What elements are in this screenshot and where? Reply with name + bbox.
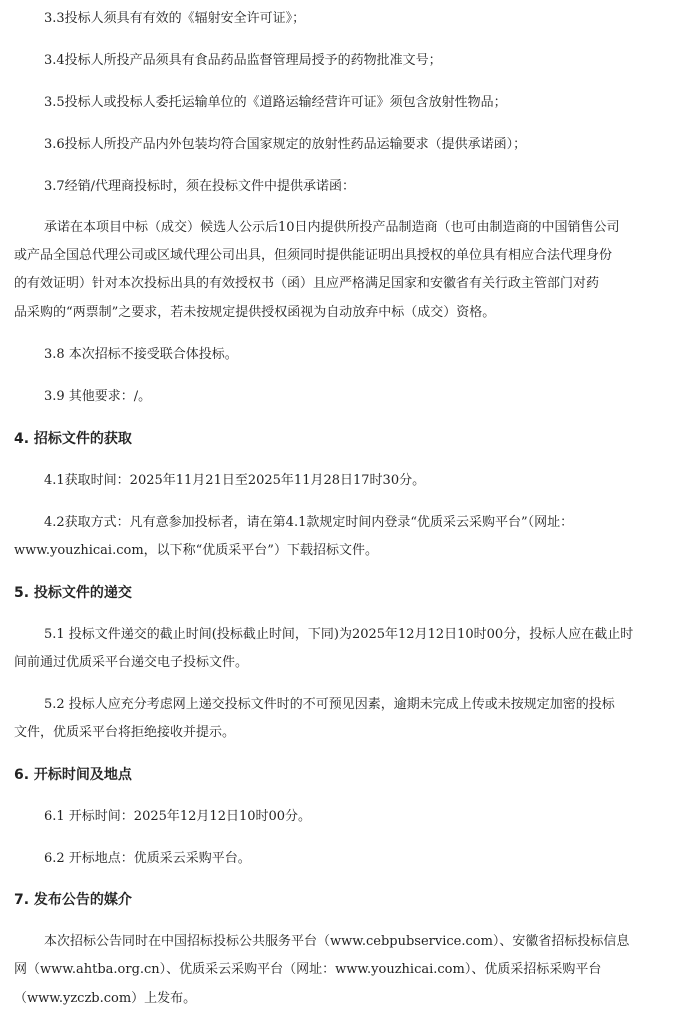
- clause-3-9: 3.9 其他要求：/。: [44, 389, 152, 404]
- clause-4-1: 4.1获取时间：2025年11月21日至2025年11月28日17时30分。: [44, 473, 426, 488]
- clause-4-2: 4.2获取方式：凡有意参加投标者，请在第4.1款规定时间内登录“优质采云采购平台”（网址：: [44, 515, 574, 530]
- clause-3-4: 3.4投标人所投产品须具有食品药品监督管理局授予的药物批准文号；: [44, 53, 442, 68]
- clause-3-6: 3.6投标人所投产品内外包装均符合国家规定的放射性药品运输要求（提供承诺函）；: [44, 137, 527, 152]
- section-heading-4: 4. 招标文件的获取: [14, 431, 132, 447]
- clause-4-2-continued: www.youzhicai.com，以下称“优质采平台”）下载招标文件。: [14, 543, 378, 558]
- media-paragraph-line: 本次招标公告同时在中国招标投标公共服务平台（www.cebpubservice.com）、安徽省招标投标信息: [44, 934, 630, 949]
- section-heading-7: 7. 发布公告的媒介: [14, 892, 132, 908]
- commitment-paragraph-line: 的有效证明）针对本次投标出具的有效授权书（函）且应严格满足国家和安徽省有关行政主管部门对药: [14, 276, 600, 291]
- media-paragraph-line: 网（www.ahtba.org.cn）、优质采云采购平台（网址：www.youzhicai.com）、优质采招标采购平台: [14, 962, 602, 977]
- commitment-paragraph-line: 品采购的“两票制”之要求，若未按规定提供授权函视为自动放弃中标（成交）资格。: [14, 305, 496, 320]
- clause-5-1-continued: 间前通过优质采平台递交电子投标文件。: [14, 655, 249, 670]
- clause-5-2: 5.2 投标人应充分考虑网上递交投标文件时的不可预见因素，逾期未完成上传或未按规定加密的投标: [44, 697, 615, 712]
- clause-5-2-continued: 文件，优质采平台将拒绝接收并提示。: [14, 725, 236, 740]
- clause-3-5: 3.5投标人或投标人委托运输单位的《道路运输经营许可证》须包含放射性物品；: [44, 95, 507, 110]
- clause-6-2: 6.2 开标地点：优质采云采购平台。: [44, 851, 251, 866]
- clause-3-3: 3.3投标人须具有有效的《辐射安全许可证》；: [44, 11, 306, 26]
- commitment-paragraph-line: 承诺在本项目中标（成交）候选人公示后10日内提供所投产品制造商（也可由制造商的中国销售公司: [44, 220, 620, 235]
- clause-3-7: 3.7经销/代理商投标时，须在投标文件中提供承诺函：: [44, 179, 356, 194]
- section-heading-6: 6. 开标时间及地点: [14, 767, 132, 783]
- commitment-paragraph-line: 或产品全国总代理公司或区域代理公司出具，但须同时提供能证明出具授权的单位具有相应合法代理身份: [14, 248, 613, 263]
- clause-3-8: 3.8 本次招标不接受联合体投标。: [44, 347, 238, 362]
- media-paragraph-line: （www.yzczb.com）上发布。: [14, 991, 197, 1006]
- clause-5-1: 5.1 投标文件递交的截止时间(投标截止时间，下同)为2025年12月12日10时00分，投标人应在截止时: [44, 627, 634, 642]
- clause-6-1: 6.1 开标时间：2025年12月12日10时00分。: [44, 809, 312, 824]
- section-heading-5: 5. 投标文件的递交: [14, 585, 132, 601]
